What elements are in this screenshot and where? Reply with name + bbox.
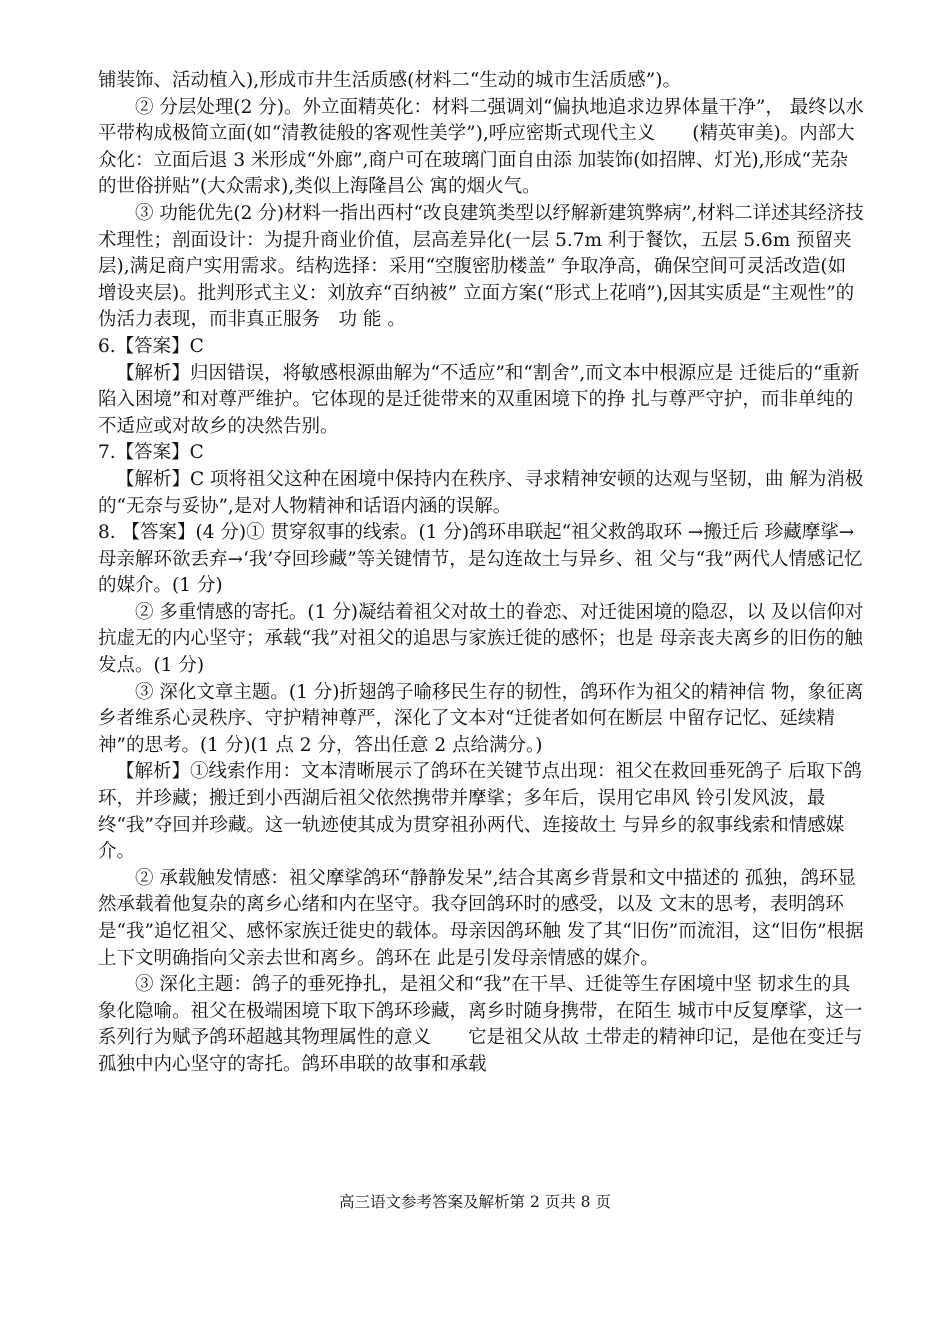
analysis-7: 【解析】C 项将祖父这种在困境中保持内在秩序、寻求精神安顿的达观与坚韧，曲 解为消极的“无奈与妥协”,是对人物精神和话语内涵的误解。 [98,468,864,517]
paragraph-function-first: ③ 功能优先(2 分)材料一指出西村“改良建筑类型以纾解新建筑弊病”,材料二详述其经济技术理性；剖面设计：为提升商业价值，层高差异化(一层 5.7m 利于餐饮，五层 5.6m 预留夹层),满足商户实用需求。结构选择：采用“空腹密肋楼盖” 争取净高，确保空间可灵活改造(如增设夹层)。批判形式主义：刘放弃“百纳被” 立面方案(“形式上花哨”),因其实质是“主观性”的伪活力表现，而非真正服务 功 能 。 [98,202,864,331]
answer-7: 7.【答案】C [98,442,204,464]
analysis-8-point-1: 【解析】①线索作用：文本清晰展示了鸽环在关键节点出现：祖父在救回垂死鸽子 后取下鸽环，并珍藏；搬迁到小西湖后祖父依然携带并摩挲；多年后，误用它串风 铃引发风波，最终“我”夺回并珍藏。这一轨迹使其成为贯穿祖孙两代、连接故土 与异乡的叙事线索和情感媒介。 [98,761,862,863]
analysis-8-point-2: ② 承载触发情感：祖父摩挲鸽环“静静发呆”,结合其离乡背景和文中描述的 孤独，鸽环显然承载着他复杂的离乡心绪和内在坚守。我夺回鸽环时的感受，以及 文末的思考，表明鸽环是“我”追忆祖父、感怀家族迁徙史的载体。母亲因鸽环触 发了其“旧伤”而流泪，这“旧伤”根据上下文明确指向父亲去世和离乡。鸽环在 此是引发母亲情感的媒介。 [98,867,864,969]
page-footer: 高三语文参考答案及解析第 2 页共 8 页 [339,1193,611,1211]
answer-6: 6.【答案】C [98,335,204,357]
answer-8-point-3: ③ 深化文章主题。(1 分)折翅鸽子喻移民生存的韧性，鸽环作为祖父的精神信 物，象征离乡者维系心灵秩序、守护精神尊严，深化了文本对“迁徙者如何在断层 中留存记忆、延续精神”的思考。(1 分)(1 点 2 分，答出任意 2 点给满分。) [98,681,864,756]
paragraph-layered-treatment: ② 分层处理(2 分)。外立面精英化：材料二强调刘“偏执地追求边界体量干净”， 最终以水平带构成极简立面(如“清教徒般的客观性美学”),呼应密斯式现代主义 (精英审美)。内部大众化：立面后退 3 米形成“外廊”,商户可在玻璃门面自由添 加装饰(如招牌、灯光),形成“芜杂的世俗拼贴”(大众需求),类似上海隆昌公 寓的烟火气。 [98,96,864,198]
answer-8: 8. 【答案】(4 分)① 贯穿叙事的线索。(1 分)鸽环串联起“祖父救鸽取环 →搬迁后 珍藏摩挲→母亲解环欲丢弃→‘我’夺回珍藏”等关键情节，是勾连故土与异乡、祖 父与“我”两代人情感记忆的媒介。(1 分) [98,522,863,597]
paragraph-line-1: 铺装饰、活动植入),形成市井生活质感(材料二“生动的城市生活质感”)。 [98,70,681,91]
analysis-8-point-3: ③ 深化主题：鸽子的垂死挣扎，是祖父和“我”在干旱、迁徙等生存困境中坚 韧求生的具象化隐喻。祖父在极端困境下取下鸽环珍藏，离乡时随身携带，在陌生 城市中反复摩挲，这一系列行为赋予鸽环超越其物理属性的意义 它是祖父从故 土带走的精神印记，是他在变迁与孤独中内心坚守的寄托。鸽环串联的故事和承载 [98,974,863,1075]
document-body [98,68,864,1079]
answer-8-point-2: ② 多重情感的寄托。(1 分)凝结着祖父对故土的眷恋、对迁徙困境的隐忍，以 及以信仰对抗虚无的内心坚守；承载“我”对祖父的追思与家族迁徙的感怀；也是 母亲丧夫离乡的旧伤的触发点。(1 分) [98,601,864,677]
analysis-6: 【解析】归因错误，将敏感根源曲解为“不适应”和“割舍”,而文本中根源应是 迁徙后的“重新陷入困境”和对尊严维护。它体现的是迁徙带来的双重困境下的挣 扎与尊严守护，而非单纯的不适应或对故乡的决然告别。 [98,362,860,437]
